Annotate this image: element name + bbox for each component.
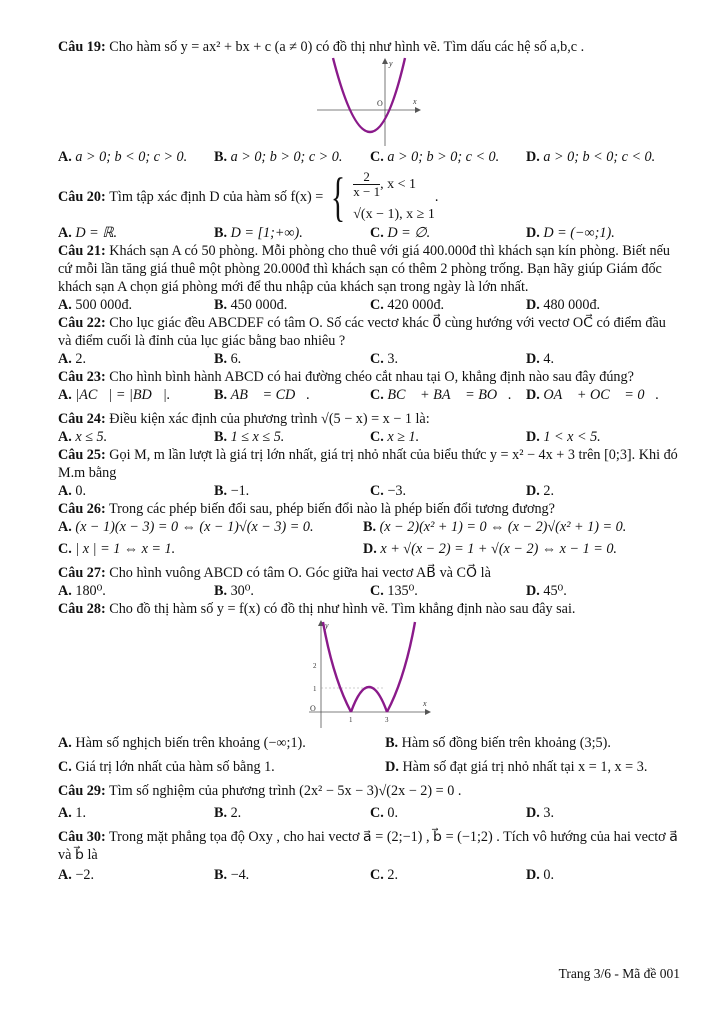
- option-c[interactable]: C. −3.: [370, 483, 406, 499]
- question-text: Cho hình vuông ABCD có tâm O. Góc giữa hai vectơ AB⃗ và CO⃗ là: [109, 565, 491, 581]
- question-23: [58, 368, 682, 386]
- curve-left: [323, 622, 351, 712]
- graph-origin-label: O: [310, 704, 316, 713]
- option-c[interactable]: C. 2.: [370, 867, 398, 883]
- question-text: Trong các phép biến đổi sau, phép biến đổi nào là phép biến đổi tương đương?: [109, 501, 555, 517]
- options-29: [58, 804, 682, 822]
- option-d[interactable]: D. 3.: [526, 805, 554, 821]
- options-20: [58, 224, 682, 242]
- option-a[interactable]: A. 1.: [58, 805, 86, 821]
- option-a[interactable]: A. 2.: [58, 351, 86, 367]
- question-label: Câu 24:: [58, 411, 106, 427]
- graph-tick-1: 1: [349, 716, 353, 724]
- question-text: Điều kiện xác định của phương trình √(5 − x) = x − 1 là:: [109, 411, 430, 427]
- option-d[interactable]: D. 1 < x < 5.: [526, 429, 601, 445]
- question-text: Cho đồ thị hàm số y = f(x) có đồ thị như hình vẽ. Tìm khẳng định nào sau đây sai.: [109, 601, 576, 617]
- options-21: [58, 296, 682, 314]
- options-25: [58, 482, 682, 500]
- option-d[interactable]: D. 4.: [526, 351, 554, 367]
- option-b[interactable]: B. 30⁰.: [214, 583, 254, 599]
- options-28-row1: [58, 734, 682, 752]
- option-d[interactable]: D. Hàm số đạt giá trị nhỏ nhất tại x = 1, x = 3.: [385, 759, 648, 775]
- option-a[interactable]: A. D = ℝ.: [58, 225, 118, 241]
- option-d[interactable]: D. 480 000đ.: [526, 297, 601, 313]
- question-label: Câu 20:: [58, 189, 106, 205]
- option-c[interactable]: C. x ≥ 1.: [370, 429, 420, 445]
- curve-middle: [351, 687, 387, 712]
- options-22: [58, 350, 682, 368]
- graph-x-label: x: [413, 97, 417, 106]
- page-footer: Trang 3/6 - Mã đề 001: [558, 966, 680, 981]
- option-b[interactable]: B. 2.: [214, 805, 242, 821]
- question-text: Cho hàm số y = ax² + bx + c (a ≠ 0) có đồ thị như hình vẽ. Tìm dấu các hệ số a,b,c .: [109, 39, 585, 55]
- option-b[interactable]: B. −1.: [214, 483, 250, 499]
- option-a[interactable]: A. |AC⃗| = |BD⃗|.: [58, 387, 171, 403]
- option-a[interactable]: A. x ≤ 5.: [58, 429, 108, 445]
- parabola-graph: [315, 56, 425, 148]
- option-c[interactable]: C. Giá trị lớn nhất của hàm số bằng 1.: [58, 759, 275, 775]
- options-19: [58, 148, 682, 166]
- question-text: Tìm tập xác định D của hàm số f(x) =: [109, 189, 324, 205]
- options-26-row1: [58, 518, 682, 536]
- options-23: [58, 386, 682, 404]
- option-b[interactable]: B. a > 0; b > 0; c > 0.: [214, 149, 343, 165]
- question-label: Câu 19:: [58, 39, 106, 55]
- question-label: Câu 22:: [58, 315, 106, 331]
- question-text: Trong mặt phẳng tọa độ Oxy , cho hai vectơ a⃗ = (2;−1) , b⃗ = (−1;2) . Tích vô hướng của hai vectơ a⃗ và b⃗ là: [58, 829, 678, 863]
- options-28-row2: [58, 758, 682, 776]
- option-c[interactable]: C. BC⃗ + BA⃗ = BO⃗.: [370, 387, 512, 403]
- piecewise-function: { $\frac{2}{x - 1}$ , x < 1 √(x − 1), x ≥ 1: [331, 167, 435, 227]
- question-21: [58, 242, 682, 296]
- question-label: Câu 21:: [58, 243, 106, 259]
- option-d[interactable]: D. x + √(x − 2) = 1 + √(x − 2) ⇔ x − 1 = 0.: [363, 541, 617, 557]
- option-a[interactable]: A. Hàm số nghịch biến trên khoảng (−∞;1).: [58, 735, 306, 751]
- curve-right: [387, 622, 415, 712]
- option-c[interactable]: C. D = ∅.: [370, 225, 431, 241]
- question-27: [58, 564, 682, 582]
- option-a[interactable]: A. 180⁰.: [58, 583, 106, 599]
- option-b[interactable]: B. D = [1;+∞).: [214, 225, 303, 241]
- option-d[interactable]: D. 0.: [526, 867, 554, 883]
- option-a[interactable]: A. −2.: [58, 867, 94, 883]
- question-25: [58, 446, 682, 482]
- option-d[interactable]: D. 45⁰.: [526, 583, 567, 599]
- question-text: Gọi M, m lần lượt là giá trị lớn nhất, giá trị nhỏ nhất của biểu thức y = x² − 4x + 3 trên [0;3]. Khi đó M.m bằng: [58, 447, 678, 481]
- option-a[interactable]: A. a > 0; b < 0; c > 0.: [58, 149, 188, 165]
- option-c[interactable]: C. 0.: [370, 805, 398, 821]
- graph-y-label: y: [389, 59, 393, 68]
- question-26: [58, 500, 682, 518]
- question-label: Câu 25:: [58, 447, 106, 463]
- option-b[interactable]: B. −4.: [214, 867, 250, 883]
- option-b[interactable]: B. AB⃗ = CD⃗.: [214, 387, 310, 403]
- question-label: Câu 23:: [58, 369, 106, 385]
- question-label: Câu 26:: [58, 501, 106, 517]
- option-a[interactable]: A. 500 000đ.: [58, 297, 133, 313]
- option-c[interactable]: C. a > 0; b > 0; c < 0.: [370, 149, 500, 165]
- option-b[interactable]: B. Hàm số đồng biến trên khoảng (3;5).: [385, 735, 611, 751]
- question-30: [58, 828, 682, 864]
- question-29: [58, 782, 682, 800]
- question-label: Câu 28:: [58, 601, 106, 617]
- question-label: Câu 30:: [58, 829, 106, 845]
- option-d[interactable]: D. a > 0; b < 0; c < 0.: [526, 149, 656, 165]
- option-a[interactable]: A. 0.: [58, 483, 86, 499]
- option-b[interactable]: B. 450 000đ.: [214, 297, 288, 313]
- exam-page: [58, 38, 682, 884]
- question-28: [58, 600, 682, 618]
- graph-x-label: x: [423, 699, 427, 708]
- question-text: Cho hình bình hành ABCD có hai đường chéo cắt nhau tại O, khẳng định nào sau đây đúng?: [109, 369, 634, 385]
- graph-tick-3: 3: [385, 716, 389, 724]
- option-c[interactable]: C. 135⁰.: [370, 583, 418, 599]
- question-24: [58, 410, 682, 428]
- question-19: [58, 38, 682, 56]
- graph-origin-label: O: [377, 99, 383, 108]
- question-label: Câu 29:: [58, 783, 106, 799]
- function-graph: [305, 618, 435, 732]
- option-a[interactable]: A. (x − 1)(x − 3) = 0 ⇔ (x − 1)√(x − 3) = 0.: [58, 519, 314, 535]
- option-b[interactable]: B. (x − 2)(x² + 1) = 0 ⇔ (x − 2)√(x² + 1) = 0.: [363, 519, 627, 535]
- graph-level-2: 2: [313, 662, 317, 670]
- option-d[interactable]: D. OA⃗ + OC⃗ = 0⃗.: [526, 387, 660, 403]
- option-c[interactable]: C. 3.: [370, 351, 398, 367]
- parabola-curve: [333, 58, 405, 132]
- option-b[interactable]: B. 1 ≤ x ≤ 5.: [214, 429, 285, 445]
- options-24: [58, 428, 682, 446]
- question-text: Khách sạn A có 50 phòng. Mỗi phòng cho thuê với giá 400.000đ thì khách sạn kín phòng. Biết nếu cứ mỗi lần tăng giá thuê một phòng 20.000đ thì khách sạn có thêm 2 phòng trống. Bạn hãy giúp Giám đốc khách sạn A chọn giá phòng mới để thu nhập của khách sạn trong ngày là lớn nhất.: [58, 243, 670, 295]
- question-text: Tìm số nghiệm của phương trình (2x² − 5x − 3)√(2x − 2) = 0 .: [109, 783, 462, 799]
- option-c[interactable]: C. 420 000đ.: [370, 297, 445, 313]
- question-20: Câu 20: Tìm tập xác định D của hàm số f(x) = { $\frac{2}{x - 1}$ , x < 1 √(x − 1), x ≥ 1 .: [58, 167, 439, 227]
- option-b[interactable]: B. 6.: [214, 351, 242, 367]
- options-26-row2: [58, 540, 682, 558]
- option-d[interactable]: D. 2.: [526, 483, 554, 499]
- question-22: [58, 314, 682, 350]
- question-text: Cho lục giác đều ABCDEF có tâm O. Số các vectơ khác 0⃗ cùng hướng với vectơ OC⃗ có điểm đầu và điểm cuối là đỉnh của lục giác bằng bao nhiêu ?: [58, 315, 666, 349]
- options-27: [58, 582, 682, 600]
- graph-y-label: y: [325, 621, 329, 630]
- graph-level-1: 1: [313, 685, 317, 693]
- options-30: [58, 866, 682, 884]
- option-d[interactable]: D. D = (−∞;1).: [526, 225, 615, 241]
- option-c[interactable]: C. | x | = 1 ⇔ x = 1.: [58, 541, 176, 557]
- question-label: Câu 27:: [58, 565, 106, 581]
